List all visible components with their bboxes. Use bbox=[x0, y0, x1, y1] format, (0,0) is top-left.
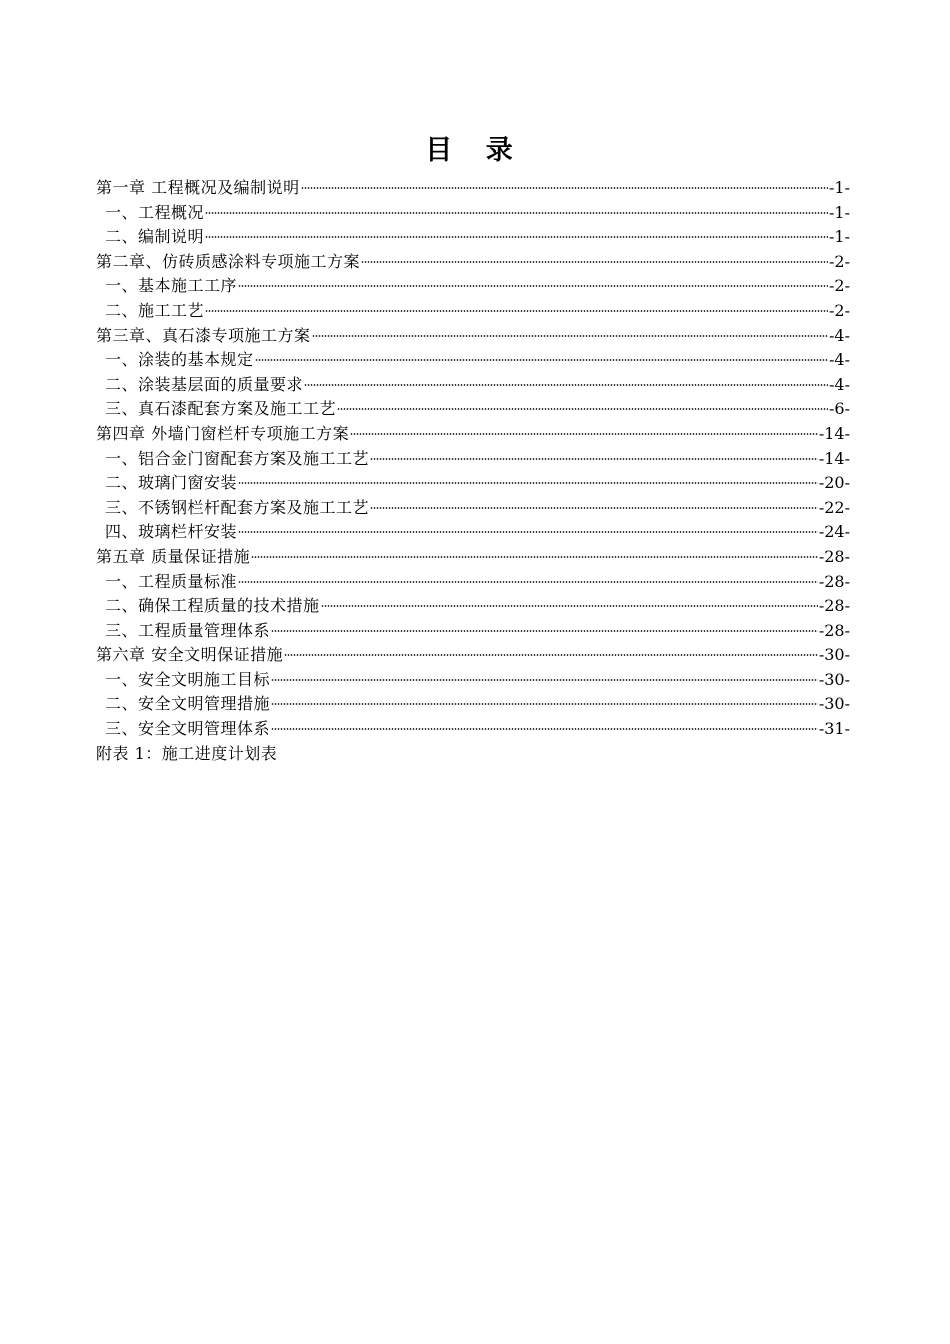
toc-entry-text: 第二章、仿砖质感涂料专项施工方案 bbox=[96, 251, 361, 271]
toc-section-entry[interactable] bbox=[96, 225, 850, 250]
toc-section-entry[interactable] bbox=[96, 692, 850, 717]
toc-entry-text: 第一章 工程概况及编制说明 bbox=[96, 178, 300, 197]
toc-page-number: -2- bbox=[829, 276, 850, 296]
toc-page-number: -14- bbox=[818, 448, 850, 468]
toc-chapter-entry[interactable] bbox=[96, 422, 850, 447]
toc-page-number: -4- bbox=[829, 350, 850, 370]
toc-page-number: -2- bbox=[829, 300, 850, 320]
toc-entry-text: 一、涂装的基本规定 bbox=[105, 350, 254, 370]
toc-section-entry[interactable] bbox=[96, 274, 850, 299]
toc-entry-text: 二、施工工艺 bbox=[105, 300, 205, 320]
toc-dot-leader bbox=[251, 556, 818, 558]
toc-section-entry[interactable] bbox=[96, 397, 850, 422]
toc-entry-text: 一、工程质量标准 bbox=[105, 571, 238, 591]
toc-page-number: -28- bbox=[818, 596, 850, 616]
toc-entry-text: 一、基本施工工序 bbox=[105, 276, 238, 296]
toc-dot-leader bbox=[321, 605, 818, 607]
toc-dot-leader bbox=[301, 187, 828, 189]
toc-chapter-entry[interactable] bbox=[96, 176, 850, 201]
toc-page-number: -22- bbox=[818, 497, 850, 517]
toc-section-entry[interactable] bbox=[96, 570, 850, 595]
toc-page-number: -30- bbox=[818, 669, 850, 689]
toc-entry-text: 第四章 外墙门窗栏杆专项施工方案 bbox=[96, 423, 350, 443]
toc-dot-leader bbox=[271, 679, 818, 681]
toc-section-entry[interactable] bbox=[96, 447, 850, 472]
toc-page-number: -31- bbox=[818, 719, 850, 739]
toc-entry-text: 二、涂装基层面的质量要求 bbox=[105, 374, 304, 394]
toc-dot-leader bbox=[238, 531, 818, 533]
toc-dot-leader bbox=[271, 728, 818, 730]
toc-page-number: -4- bbox=[829, 374, 850, 394]
toc-dot-leader bbox=[205, 212, 828, 214]
toc-entry-text: 三、工程质量管理体系 bbox=[105, 620, 271, 640]
toc-section-entry[interactable] bbox=[96, 348, 850, 373]
toc-page-number: -2- bbox=[829, 251, 850, 271]
toc-entry-text: 一、铝合金门窗配套方案及施工工艺 bbox=[105, 448, 370, 468]
toc-entry-text: 一、工程概况 bbox=[105, 202, 205, 222]
toc-dot-leader bbox=[337, 408, 828, 410]
toc-entry-text: 三、不锈钢栏杆配套方案及施工工艺 bbox=[105, 497, 370, 517]
toc-entry-text: 二、编制说明 bbox=[105, 227, 205, 247]
toc-entry-text: 第三章、真石漆专项施工方案 bbox=[96, 325, 311, 345]
toc-dot-leader bbox=[271, 630, 818, 632]
toc-dot-leader bbox=[370, 507, 818, 509]
toc-dot-leader bbox=[350, 433, 818, 435]
toc-dot-leader bbox=[271, 703, 818, 705]
toc-dot-leader bbox=[255, 359, 828, 361]
toc-page-number: -1- bbox=[829, 227, 850, 247]
toc-section-entry[interactable] bbox=[96, 668, 850, 693]
toc-page-number: -24- bbox=[818, 522, 850, 542]
toc-section-entry[interactable] bbox=[96, 594, 850, 619]
toc-page-number: -28- bbox=[818, 546, 850, 566]
toc-dot-leader bbox=[312, 335, 828, 337]
toc-entry-text: 二、确保工程质量的技术措施 bbox=[105, 596, 320, 616]
toc-page-number: -1- bbox=[829, 202, 850, 222]
toc-section-entry[interactable] bbox=[96, 373, 850, 398]
toc-entry-text: 第五章 质量保证措施 bbox=[96, 546, 251, 566]
toc-chapter-entry[interactable] bbox=[96, 324, 850, 349]
toc-dot-leader bbox=[361, 261, 828, 263]
toc-entry-text: 二、玻璃门窗安装 bbox=[105, 473, 238, 493]
toc-entry-text: 第六章 安全文明保证措施 bbox=[96, 645, 284, 665]
toc-page-number: -6- bbox=[829, 399, 850, 419]
toc-page-number: -1- bbox=[829, 178, 850, 197]
toc-dot-leader bbox=[284, 654, 818, 656]
toc-dot-leader bbox=[370, 458, 818, 460]
toc-page-number: -14- bbox=[818, 423, 850, 443]
toc-appendix-entry[interactable] bbox=[96, 742, 850, 767]
toc-dot-leader bbox=[238, 285, 828, 287]
toc-dot-leader bbox=[238, 482, 818, 484]
toc-page-number: -20- bbox=[818, 473, 850, 493]
toc-entry-text: 四、玻璃栏杆安装 bbox=[105, 522, 238, 542]
toc-entry-text: 三、真石漆配套方案及施工工艺 bbox=[105, 399, 337, 419]
toc-chapter-entry[interactable] bbox=[96, 545, 850, 570]
toc-page-number: -4- bbox=[829, 325, 850, 345]
toc-entry-text: 三、安全文明管理体系 bbox=[105, 719, 271, 739]
toc-dot-leader bbox=[205, 310, 828, 312]
toc-section-entry[interactable] bbox=[96, 496, 850, 521]
toc-section-entry[interactable] bbox=[96, 201, 850, 226]
toc-section-entry[interactable] bbox=[96, 299, 850, 324]
toc-dot-leader bbox=[238, 581, 818, 583]
toc-page-number: -30- bbox=[818, 694, 850, 714]
toc-section-entry[interactable] bbox=[96, 619, 850, 644]
toc-appendix-text: 附表 1：施工进度计划表 bbox=[96, 743, 278, 763]
toc-dot-leader bbox=[205, 236, 828, 238]
toc-page-number: -28- bbox=[818, 571, 850, 591]
toc-entry-text: 二、安全文明管理措施 bbox=[105, 694, 271, 714]
toc-section-entry[interactable] bbox=[96, 717, 850, 742]
table-of-contents bbox=[96, 176, 850, 766]
toc-chapter-entry[interactable] bbox=[96, 643, 850, 668]
toc-page-number: -30- bbox=[818, 645, 850, 665]
toc-entry-text: 一、安全文明施工目标 bbox=[105, 669, 271, 689]
page-title: 目 录 bbox=[425, 135, 525, 166]
toc-section-entry[interactable] bbox=[96, 471, 850, 496]
toc-chapter-entry[interactable] bbox=[96, 250, 850, 275]
toc-entries bbox=[96, 176, 850, 742]
toc-dot-leader bbox=[304, 384, 828, 386]
toc-page-number: -28- bbox=[818, 620, 850, 640]
toc-section-entry[interactable] bbox=[96, 520, 850, 545]
